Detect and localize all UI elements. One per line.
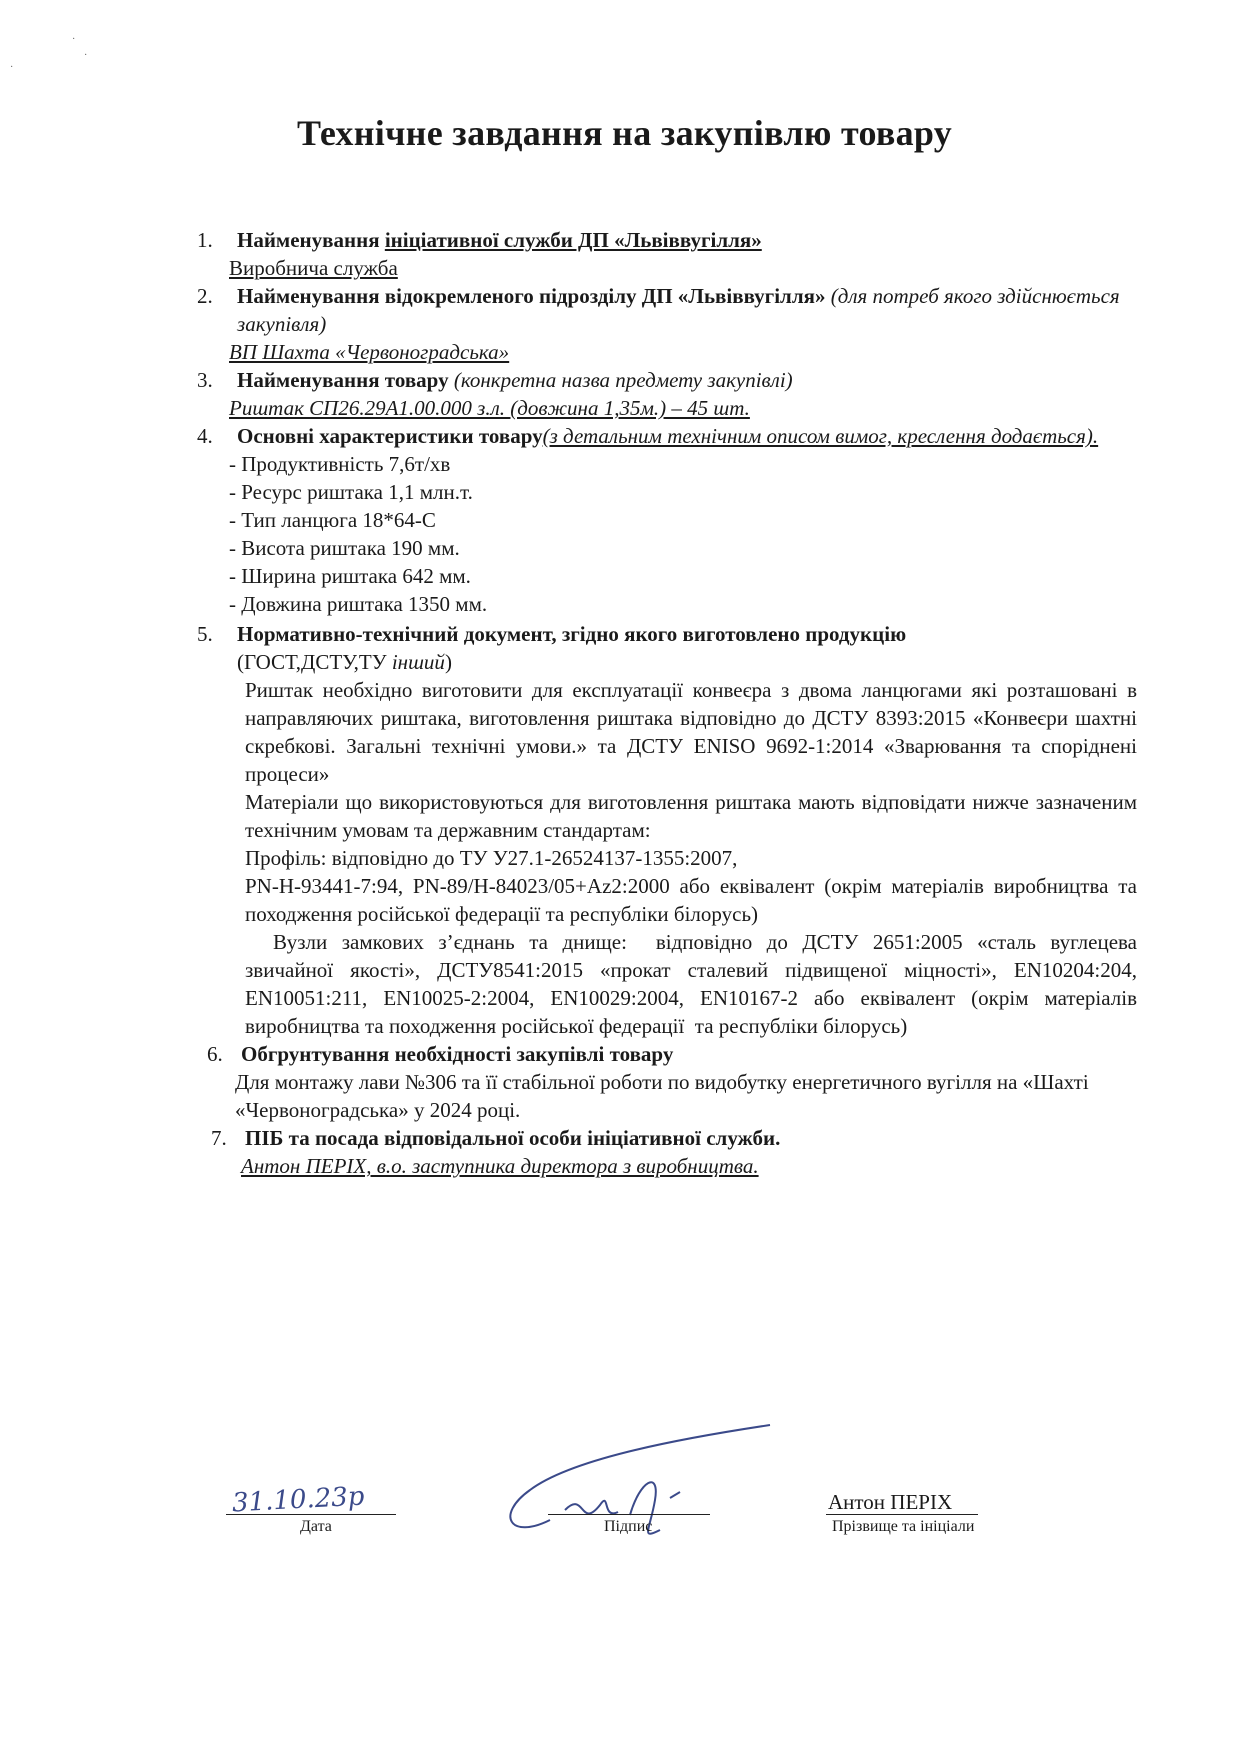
item-number: 7. — [211, 1126, 227, 1150]
name-label: Прізвище та ініціали — [832, 1518, 975, 1535]
item-number: 3. — [197, 368, 213, 392]
item-heading: ПІБ та посада відповідальної особи ініціативної служби. — [245, 1126, 781, 1150]
item-number: 1. — [197, 228, 213, 252]
item-number: 5. — [197, 622, 213, 646]
item-heading: Найменування відокремленого підрозділу ДП «Львіввугілля» — [237, 284, 826, 308]
signature-label: Підпис — [604, 1518, 653, 1535]
item-paragraph: Вузли замкових з’єднань та днище: відповідно до ДСТУ 2651:2005 «сталь вуглецева звичайної якості», ДСТУ8541:2015 «прокат сталевий підвищеної міцності», EN10204:204, EN10051:211, EN10025-2:2004, EN10029:2004, EN10167-2 або еквівалент (окрім матеріалів виробництва та походження російської федерації та республіки білорусь) — [245, 930, 1200, 1038]
item-note: (з детальним технічним описом вимог, креслення додається). — [542, 424, 1099, 448]
scan-speck: · — [84, 50, 88, 61]
item-number: 4. — [197, 424, 213, 448]
item-heading: Обгрунтування необхідності закупівлі товару — [241, 1042, 674, 1066]
date-label: Дата — [300, 1518, 332, 1535]
signature-line — [548, 1514, 710, 1515]
characteristic: - Продуктивність 7,6т/хв — [229, 452, 451, 476]
item-heading: Основні характеристики товару — [237, 424, 543, 448]
characteristic: - Довжина риштака 1350 мм. — [229, 592, 488, 616]
item-1 — [197, 226, 1137, 282]
date-line — [226, 1514, 396, 1515]
item-heading: Нормативно-технічний документ, згідно якого виготовлено продукцію — [237, 622, 907, 646]
item-heading: Найменування — [237, 228, 385, 252]
item-paragraph: PN-H-93441-7:94, PN-89/H-84023/05+Az2:2000 або еквівалент (окрім матеріалів виробництва та походження російської федерації та республіки білорусь) — [245, 874, 1137, 926]
item-note-italic: інший — [391, 650, 445, 674]
item-5 — [197, 620, 1200, 1040]
item-note: (для потреб якого здійснюється закупівля) — [237, 284, 1120, 336]
item-3 — [197, 366, 1137, 422]
item-value: Риштак СП26.29А1.00.000 з.л. (довжина 1,35м.) – 45 шт. — [229, 396, 750, 420]
item-value: Для монтажу лави №306 та її стабільної роботи по видобутку енергетичного вугілля на «Шахті «Червоноградська» у 2024 році. — [235, 1070, 1089, 1122]
item-value: Виробнича служба — [229, 256, 398, 280]
characteristic: - Тип ланцюга 18*64-С — [229, 508, 436, 532]
item-paragraph: Матеріали що використовуються для виготовлення риштака мають відповідати нижче зазначеним технічним умовам та державним стандартам: — [245, 790, 1137, 842]
item-paragraph: Профіль: відповідно до ТУ У27.1-26524137-1355:2007, — [245, 846, 738, 870]
date-handwritten: 31.10.23р — [231, 1481, 366, 1519]
document-title: Технічне завдання на закупівлю товару — [296, 113, 953, 153]
item-number: 2. — [197, 284, 213, 308]
item-paragraph: Риштак необхідно виготовити для експлуатації конвеєра з двома ланцюгами які розташовані в направляючих риштака, виготовлення риштака відповідно до ДСТУ 8393:2015 «Конвеєри шахтні скребкові. Загальні технічні умови.» та ДСТУ ENISO 9692-1:2014 «Зварювання та споріднені процеси» — [245, 678, 1137, 786]
scan-speck: · — [72, 34, 76, 45]
item-number: 6. — [207, 1042, 223, 1066]
item-6 — [197, 1040, 1137, 1124]
scan-speck: · — [10, 62, 14, 73]
name-value: Антон ПЕРІХ — [828, 1490, 953, 1514]
item-2 — [197, 282, 1137, 366]
characteristic: - Ширина риштака 642 мм. — [229, 564, 471, 588]
item-note-close: ) — [444, 650, 452, 674]
item-4 — [197, 422, 1137, 618]
characteristic: - Ресурс риштака 1,1 млн.т. — [229, 480, 473, 504]
signature-scribble — [490, 1420, 810, 1560]
item-note-plain: (ГОСТ,ДСТУ,ТУ — [237, 650, 392, 674]
item-7 — [197, 1124, 1137, 1180]
item-value: Антон ПЕРІХ, в.о. заступника директора з виробництва. — [241, 1154, 759, 1178]
name-line — [826, 1514, 978, 1515]
item-heading-underlined: ініціативної служби ДП «Львіввугілля» — [384, 228, 762, 252]
characteristic: - Висота риштака 190 мм. — [229, 536, 460, 560]
item-note — [237, 648, 1137, 676]
item-value: ВП Шахта «Червоноградська» — [229, 340, 510, 364]
characteristics-list — [229, 450, 1137, 618]
item-note: (конкретна назва предмету закупівлі) — [453, 368, 793, 392]
items-list — [197, 226, 1200, 1180]
item-heading: Найменування товару — [237, 368, 449, 392]
